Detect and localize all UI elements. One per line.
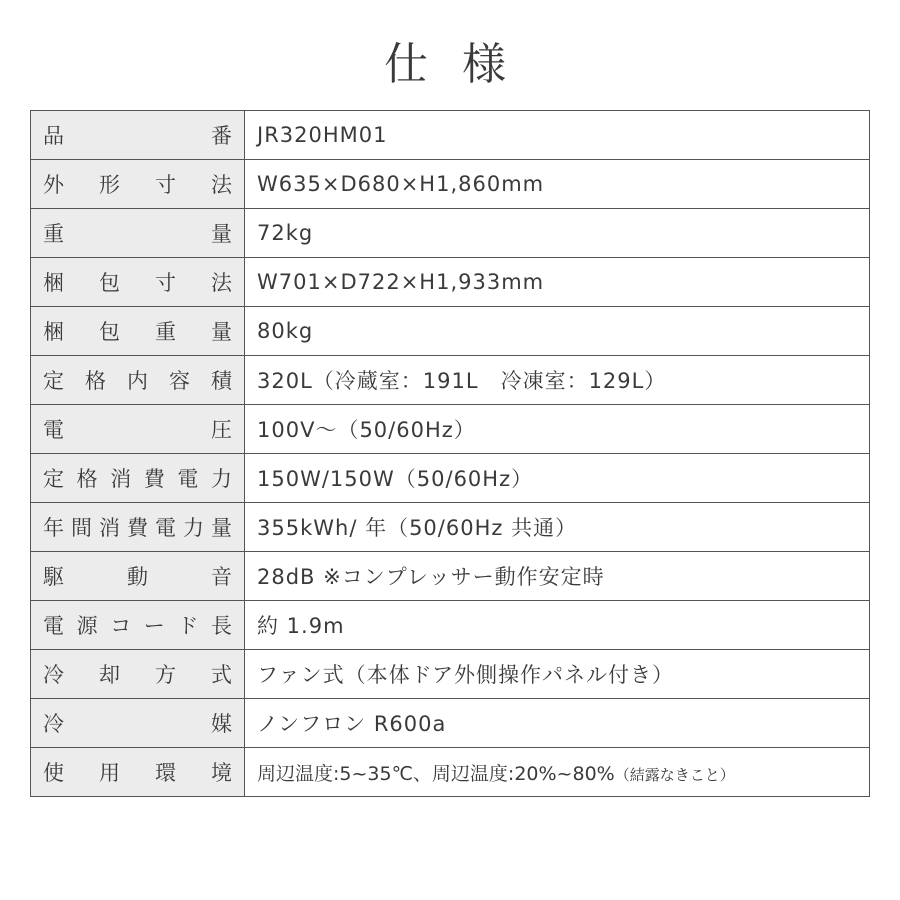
spec-label-char: ド bbox=[177, 614, 199, 638]
spec-label-cell bbox=[31, 209, 245, 258]
spec-label-char: 品 bbox=[43, 124, 64, 148]
spec-label-char: 圧 bbox=[211, 418, 232, 442]
spec-label-char: 使 bbox=[43, 761, 64, 785]
spec-label-char: 費 bbox=[143, 467, 165, 491]
spec-label-char: 重 bbox=[155, 320, 176, 344]
spec-row bbox=[31, 209, 870, 258]
spec-value-cell bbox=[245, 454, 870, 503]
page-title: 仕 様 bbox=[384, 39, 516, 90]
spec-label-char: 長 bbox=[210, 614, 232, 638]
spec-label-char: 音 bbox=[211, 565, 232, 589]
spec-value-cell bbox=[245, 209, 870, 258]
spec-value: W701×D722×H1,933mm bbox=[257, 270, 545, 294]
spec-value-cell bbox=[245, 503, 870, 552]
spec-label-char: 環 bbox=[155, 761, 176, 785]
spec-value-cell bbox=[245, 405, 870, 454]
spec-label-char: 量 bbox=[211, 222, 232, 246]
spec-row bbox=[31, 160, 870, 209]
spec-label-char: 源 bbox=[76, 614, 98, 638]
spec-label-char: コ bbox=[110, 614, 132, 638]
spec-label bbox=[43, 463, 232, 493]
spec-label-char: 定 bbox=[43, 467, 64, 491]
spec-label-char: 電 bbox=[155, 516, 176, 540]
spec-value-cell bbox=[245, 650, 870, 699]
spec-label-char: 冷 bbox=[43, 663, 64, 687]
spec-label-char: 寸 bbox=[155, 271, 176, 295]
spec-label-cell bbox=[31, 503, 245, 552]
spec-label-char: 方 bbox=[155, 663, 176, 687]
spec-row bbox=[31, 601, 870, 650]
spec-value: 100V〜（50/60Hz） bbox=[257, 418, 476, 442]
spec-value-cell bbox=[245, 307, 870, 356]
spec-value: 72kg bbox=[257, 221, 314, 245]
spec-label-char: 格 bbox=[76, 467, 98, 491]
spec-label-char: 重 bbox=[43, 222, 64, 246]
spec-label bbox=[43, 610, 232, 640]
spec-label bbox=[43, 708, 232, 738]
spec-label-cell bbox=[31, 601, 245, 650]
spec-value-cell bbox=[245, 258, 870, 307]
spec-row bbox=[31, 650, 870, 699]
spec-value: 80kg bbox=[257, 319, 314, 343]
spec-label bbox=[43, 120, 232, 150]
spec-label bbox=[43, 169, 232, 199]
spec-label-char: 番 bbox=[211, 124, 232, 148]
spec-value-cell bbox=[245, 748, 870, 797]
spec-label-char: 電 bbox=[177, 467, 199, 491]
spec-label-char: 法 bbox=[211, 173, 232, 197]
spec-value: ノンフロン R600a bbox=[257, 712, 447, 736]
spec-label-char: 消 bbox=[110, 467, 132, 491]
spec-label-cell bbox=[31, 307, 245, 356]
spec-label-cell bbox=[31, 650, 245, 699]
spec-label-char: 外 bbox=[43, 173, 64, 197]
spec-label-cell bbox=[31, 405, 245, 454]
spec-value-cell bbox=[245, 552, 870, 601]
spec-label bbox=[43, 365, 232, 395]
spec-label-cell bbox=[31, 748, 245, 797]
spec-value: ファン式（本体ドア外側操作パネル付き） bbox=[257, 663, 674, 687]
spec-label-char: 法 bbox=[211, 271, 232, 295]
spec-label bbox=[43, 512, 232, 542]
spec-label-char: 格 bbox=[85, 369, 106, 393]
spec-label-char: 力 bbox=[210, 467, 232, 491]
spec-label-char: 費 bbox=[127, 516, 148, 540]
spec-row bbox=[31, 111, 870, 160]
spec-label bbox=[43, 659, 232, 689]
spec-row bbox=[31, 503, 870, 552]
spec-row bbox=[31, 307, 870, 356]
spec-value: 周辺温度:5~35℃、周辺温度:20%~80% bbox=[257, 762, 615, 785]
spec-label bbox=[43, 218, 232, 248]
spec-label-char: 内 bbox=[127, 369, 148, 393]
spec-value-cell bbox=[245, 356, 870, 405]
spec-label-char: 量 bbox=[211, 320, 232, 344]
spec-label-cell bbox=[31, 111, 245, 160]
spec-label-char: 包 bbox=[99, 320, 120, 344]
spec-value-cell bbox=[245, 699, 870, 748]
spec-label-char: 動 bbox=[127, 565, 148, 589]
spec-label-char: 量 bbox=[211, 516, 232, 540]
spec-row bbox=[31, 748, 870, 797]
spec-label-char: 媒 bbox=[211, 712, 232, 736]
spec-label bbox=[43, 561, 232, 591]
spec-value: W635×D680×H1,860mm bbox=[257, 172, 545, 196]
spec-value: 355kWh/ 年（50/60Hz 共通） bbox=[257, 516, 578, 540]
spec-label-char: 用 bbox=[99, 761, 120, 785]
spec-row bbox=[31, 356, 870, 405]
spec-label-char: 駆 bbox=[43, 565, 64, 589]
spec-row bbox=[31, 552, 870, 601]
spec-label-char: 電 bbox=[43, 418, 64, 442]
spec-label-cell bbox=[31, 699, 245, 748]
spec-label-char: 消 bbox=[99, 516, 120, 540]
spec-value-cell bbox=[245, 160, 870, 209]
spec-label-cell bbox=[31, 356, 245, 405]
spec-label-char: 却 bbox=[99, 663, 120, 687]
spec-label bbox=[43, 414, 232, 444]
spec-label-char: 梱 bbox=[43, 271, 64, 295]
spec-label-cell bbox=[31, 258, 245, 307]
spec-value-note: （結露なきこと） bbox=[614, 765, 735, 784]
spec-label-char: 冷 bbox=[43, 712, 64, 736]
spec-row bbox=[31, 258, 870, 307]
spec-table-body bbox=[31, 111, 870, 797]
spec-label-char: 形 bbox=[99, 173, 120, 197]
spec-table bbox=[30, 110, 870, 797]
spec-row bbox=[31, 405, 870, 454]
spec-value: 150W/150W（50/60Hz） bbox=[257, 467, 534, 491]
spec-label-char: 寸 bbox=[155, 173, 176, 197]
spec-label-char: 境 bbox=[211, 761, 232, 785]
spec-label-char: 年 bbox=[43, 516, 64, 540]
spec-label-char: 電 bbox=[43, 614, 64, 638]
spec-value: JR320HM01 bbox=[257, 123, 388, 147]
spec-label-cell bbox=[31, 160, 245, 209]
spec-label bbox=[43, 267, 232, 297]
spec-row bbox=[31, 454, 870, 503]
spec-label-char: 式 bbox=[211, 663, 232, 687]
spec-label-cell bbox=[31, 552, 245, 601]
spec-label-char: 容 bbox=[169, 369, 190, 393]
spec-label-char: 定 bbox=[43, 369, 64, 393]
spec-label-char: ー bbox=[143, 614, 165, 638]
spec-label-cell bbox=[31, 454, 245, 503]
spec-row bbox=[31, 699, 870, 748]
spec-value: 約 1.9m bbox=[257, 614, 345, 638]
spec-label-char: 積 bbox=[211, 369, 232, 393]
spec-label-char: 梱 bbox=[43, 320, 64, 344]
spec-label bbox=[43, 757, 232, 787]
spec-label bbox=[43, 316, 232, 346]
spec-label-char: 間 bbox=[71, 516, 92, 540]
spec-value-cell bbox=[245, 111, 870, 160]
spec-value: 28dB ※コンプレッサー動作安定時 bbox=[257, 565, 605, 589]
spec-value-cell bbox=[245, 601, 870, 650]
spec-label-char: 力 bbox=[183, 516, 204, 540]
spec-label-char: 包 bbox=[99, 271, 120, 295]
spec-value: 320L（冷蔵室：191L 冷凍室：129L） bbox=[257, 369, 667, 393]
